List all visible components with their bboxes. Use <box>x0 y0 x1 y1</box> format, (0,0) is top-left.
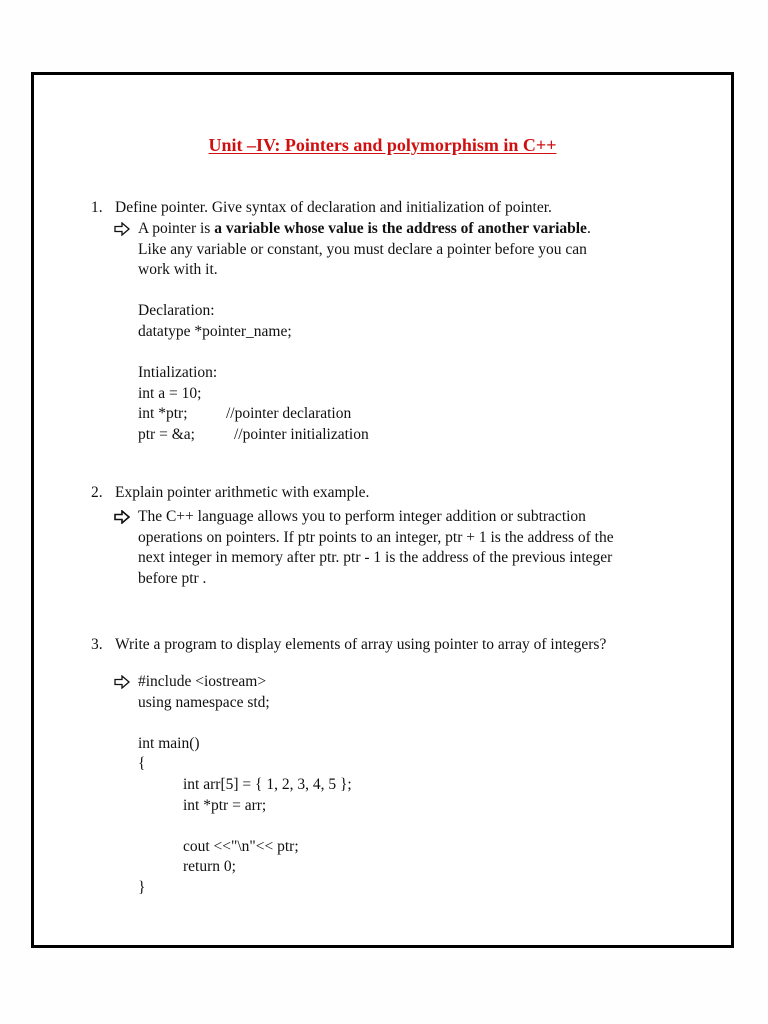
question-2 <box>91 483 369 504</box>
arrow-right-icon <box>114 510 130 524</box>
init-code-line: int a = 10; <box>138 384 202 402</box>
arrow-right-icon <box>114 675 130 689</box>
code-line: #include <iostream> <box>138 673 267 690</box>
answer-line: The C++ language allows you to perform integer addition or subtraction <box>138 508 586 525</box>
init-code-line: int *ptr; //pointer declaration <box>138 405 352 423</box>
code-line: using namespace std; <box>138 693 270 711</box>
bold-definition: a variable whose value is the address of another variable <box>214 220 587 237</box>
code-line: int arr[5] = { 1, 2, 3, 4, 5 }; <box>183 775 352 793</box>
question-number: 3. <box>91 636 103 653</box>
page-frame <box>31 72 734 948</box>
question-number: 2. <box>91 484 103 501</box>
code-comment: //pointer initialization <box>234 425 369 443</box>
page-title: Unit –IV: Pointers and polymorphism in C++ <box>208 135 557 155</box>
answer-1 <box>138 219 591 446</box>
declaration-code: datatype *pointer_name; <box>138 322 292 340</box>
initialization-label: Intialization: <box>138 364 218 382</box>
code-line: int *ptr = arr; <box>183 796 267 814</box>
declaration-label: Declaration: <box>138 302 215 320</box>
answer-line: before ptr . <box>138 569 207 587</box>
question-text: Define pointer. Give syntax of declaration and initialization of pointer. <box>115 199 552 216</box>
answer-line: work with it. <box>138 261 218 279</box>
question-number: 1. <box>91 199 103 216</box>
question-text: Write a program to display elements of array using pointer to array of integers? <box>115 636 607 653</box>
answer-line: operations on pointers. If ptr points to an integer, ptr + 1 is the address of the <box>138 528 614 546</box>
code-line: { <box>138 755 146 773</box>
answer-line: Like any variable or constant, you must declare a pointer before you can <box>138 240 587 258</box>
answer-line: next integer in memory after ptr. ptr - 1 is the address of the previous integer <box>138 549 613 567</box>
question-text: Explain pointer arithmetic with example. <box>115 484 370 501</box>
code-line: int main() <box>138 734 200 752</box>
code-comment: //pointer declaration <box>226 405 352 423</box>
question-1 <box>91 198 552 219</box>
answer-2 <box>138 507 614 589</box>
code-line: cout <<"\n"<< ptr; <box>183 837 299 855</box>
code-line: } <box>138 878 146 896</box>
arrow-right-icon <box>114 222 130 236</box>
question-3 <box>91 635 606 656</box>
answer-3 <box>138 672 352 899</box>
code-line: return 0; <box>183 858 236 876</box>
init-code-line: ptr = &a; //pointer initialization <box>138 425 369 443</box>
answer-line: A pointer is a variable whose value is the address of another variable. <box>138 220 591 237</box>
